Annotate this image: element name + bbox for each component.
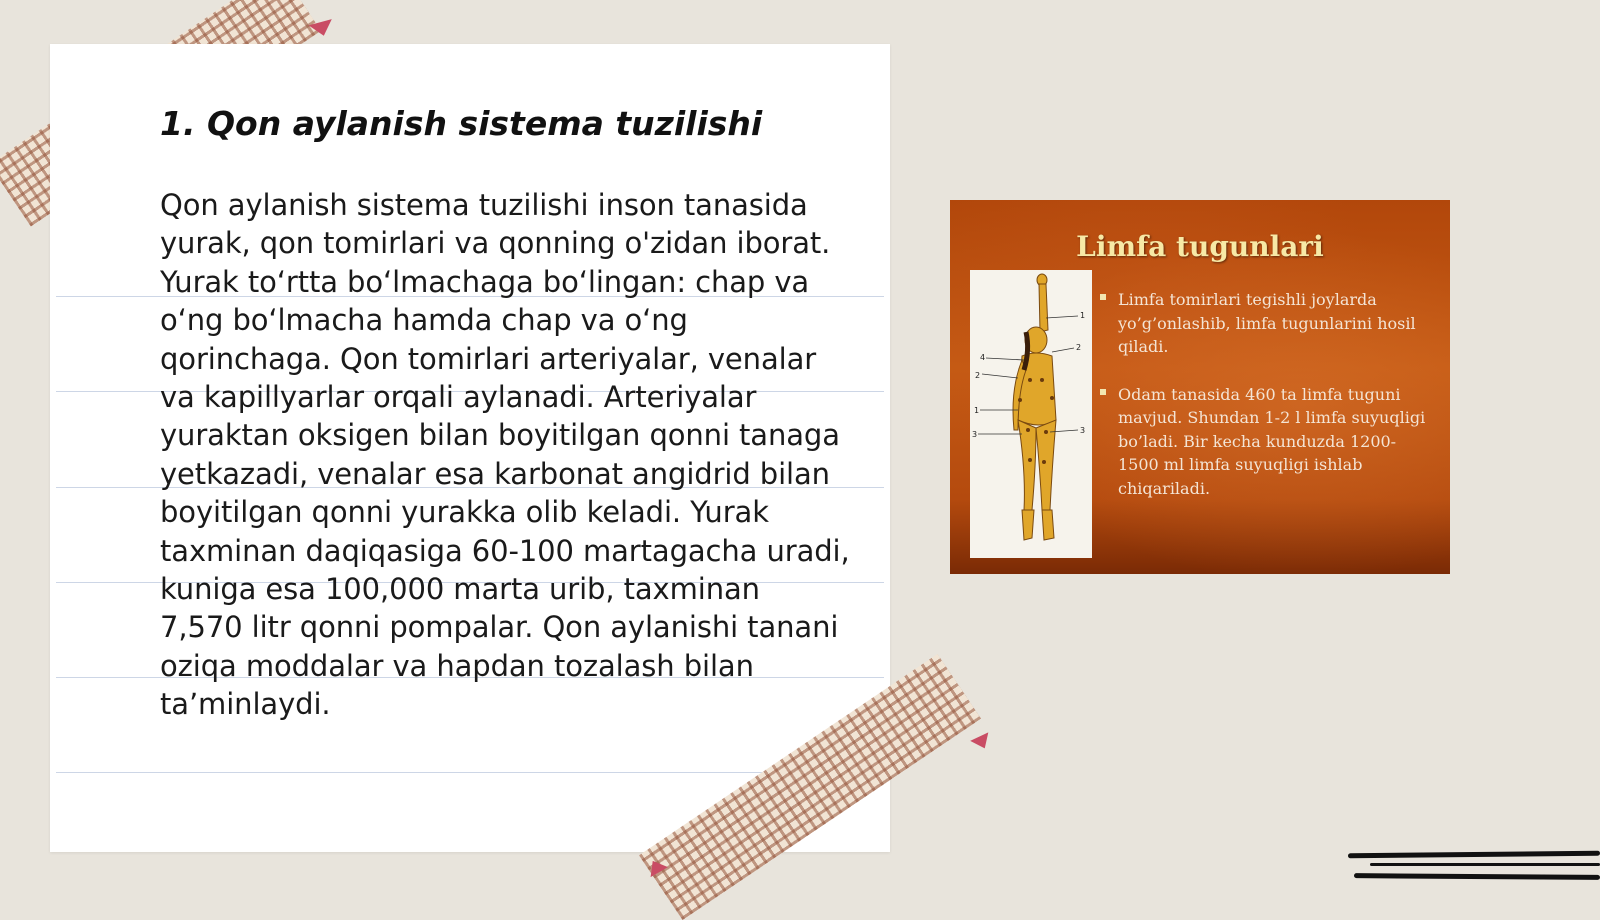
- slide-title: 1. Qon aylanish sistema tuzilishi: [160, 104, 763, 143]
- lymph-nodes-slide-image: [950, 200, 1450, 574]
- bullet-square-icon: [1100, 294, 1106, 300]
- tape-corner-marker: [970, 732, 994, 752]
- figure-label: 4: [980, 353, 986, 362]
- embedded-bullet-item: Odam tanasida 460 ta limfa tuguni mavjud. Shundan 1-2 l limfa suyuqligi bo’ladi. Bir kecha kunduzda 1200-1500 ml limfa suyuqligi ishlab chiqariladi.: [1100, 383, 1432, 501]
- slide-body-text: Qon aylanish sistema tuzilishi inson tanasida yurak, qon tomirlari va qonning o'zidan iborat. Yurak to‘rtta bo‘lmachaga bo‘lingan: chap va o‘ng bo‘lmacha hamda chap va o‘ng qorinchaga. Qon tomirlari arteriyalar, venalar va kapillyarlar orqali aylanadi. Arteriyalar yuraktan oksigen bilan boyitilgan qonni tanaga yetkazadi, venalar esa karbonat angidrid bilan boyitilgan qonni yurakka olib keladi. Yurak taxminan daqiqasiga 60-100 martagacha uradi, kuniga esa 100,000 marta urib, taxminan 7,570 litr qonni pompalar. Qon aylanishi tanani oziqa moddalar va hapdan tozalash bilan ta’minlaydi.: [160, 188, 850, 722]
- figure-label: 3: [1080, 426, 1086, 435]
- figure-label: 1: [974, 406, 980, 415]
- decorative-brush-lines: [1340, 848, 1600, 888]
- human-figure-illustration: [970, 270, 1092, 558]
- human-body-figure: [970, 270, 1092, 558]
- embedded-slide-title: Limfa tugunlari: [1076, 230, 1324, 263]
- embedded-bullet-item: Limfa tomirlari tegishli joylarda yo’g’onlashib, limfa tugunlarini hosil qiladi.: [1100, 288, 1432, 359]
- figure-label: 3: [972, 430, 978, 439]
- embedded-bullet-list: [1100, 288, 1432, 524]
- bullet-square-icon: [1100, 389, 1106, 395]
- figure-label: 2: [975, 371, 981, 380]
- figure-label: 2: [1076, 343, 1082, 352]
- figure-label: 1: [1080, 311, 1086, 320]
